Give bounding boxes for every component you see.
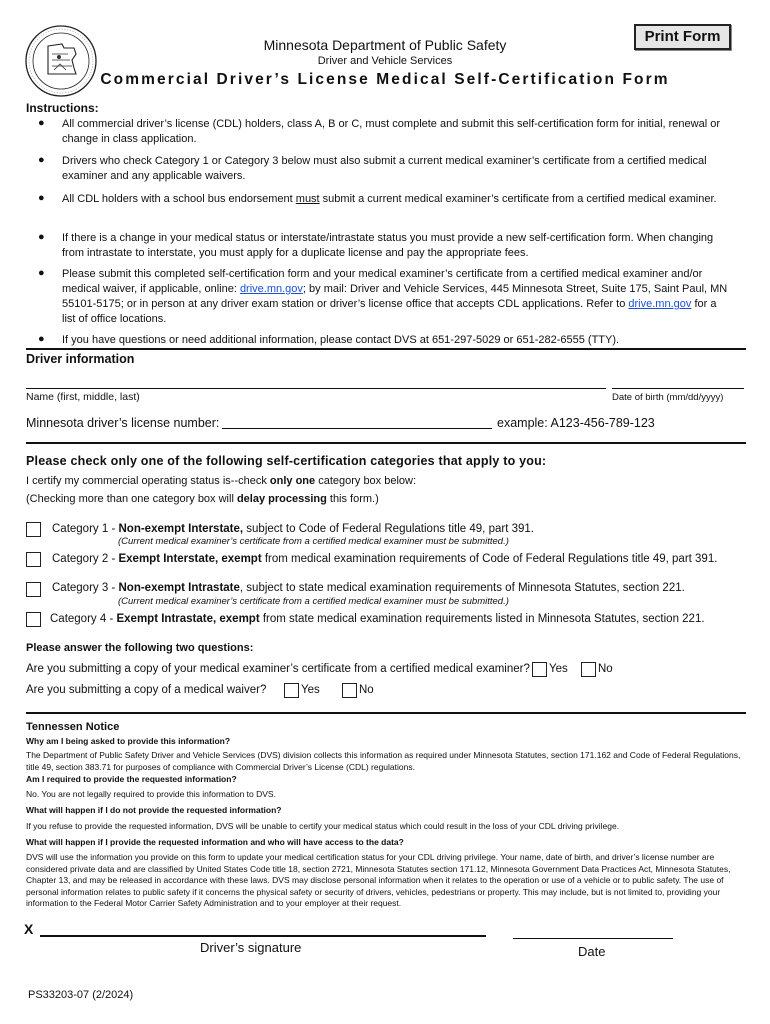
bullet-icon: ● [38, 154, 45, 166]
instruction-item: All CDL holders with a school bus endorsement must submit a current medical examiner’s certificate from a certified medical examiner. [62, 193, 717, 205]
tennessen-question: What will happen if I provide the requested information and who will have access to the data? [26, 837, 404, 847]
no-label: No [359, 684, 374, 696]
questions-heading: Please answer the following two questions: [26, 642, 254, 654]
no-label: No [598, 663, 613, 675]
category-2-label: Category 2 - Exempt Interstate, exempt from medical examination requirements of Code of Federal Regulations title 49, part 391. [52, 553, 718, 565]
tennessen-heading: Tennessen Notice [26, 721, 120, 733]
category-3-note: (Current medical examiner’s certificate from a certified medical examiner must be submitted.) [118, 596, 509, 607]
department-name: Minnesota Department of Public Safety [263, 37, 507, 53]
drive-mn-gov-link[interactable]: drive.mn.gov [628, 298, 692, 310]
tennessen-question: Am I required to provide the requested information? [26, 774, 237, 784]
section-divider [26, 712, 746, 714]
driver-info-heading: Driver information [26, 352, 135, 366]
category-3-checkbox[interactable] [26, 582, 41, 597]
tennessen-answer: No. You are not legally required to provide this information to DVS. [26, 789, 276, 799]
drive-mn-gov-link[interactable]: drive.mn.gov [239, 283, 303, 295]
name-label: Name (first, middle, last) [26, 391, 140, 403]
date-field[interactable] [513, 938, 673, 939]
category-1-checkbox[interactable] [26, 522, 41, 537]
signature-x-mark: X [24, 921, 34, 937]
question-2-yes-checkbox[interactable] [284, 683, 299, 698]
name-field[interactable] [26, 372, 606, 389]
tennessen-answer: If you refuse to provide the requested information, DVS will be unable to certify your medical status which could result in the loss of your CDL driving privilege. [26, 821, 620, 831]
category-4-checkbox[interactable] [26, 612, 41, 627]
section-divider [26, 348, 746, 350]
form-title: Commercial Driver’s License Medical Self-Certification Form [100, 71, 670, 88]
instructions-heading: Instructions: [26, 101, 99, 115]
certify-text: I certify my commercial operating status is--check only one category box below: [26, 475, 417, 487]
category-3-label: Category 3 - Non-exempt Intrastate, subject to state medical examination requirements of Minnesota Statutes, section 221. [52, 582, 685, 594]
instruction-item: Drivers who check Category 1 or Category 3 below must also submit a current medical examiner’s certificate from a certified medical examiner and any applicable waivers. [62, 155, 707, 182]
bullet-icon: ● [38, 333, 45, 345]
tennessen-answer: The Department of Public Safety Driver and Vehicle Services (DVS) division collects this information as required under Minnesota Statutes, section 171.162 and Code of Federal Regulations, title 49, section 383.71 for purposes of compliance with Commercial Driver’s License (CDL) regulations. [26, 750, 741, 772]
signature-field[interactable] [40, 935, 486, 937]
date-label: Date [578, 944, 606, 959]
section-divider [26, 442, 746, 444]
bullet-icon: ● [38, 267, 45, 279]
license-example: example: A123-456-789-123 [497, 416, 655, 430]
warning-text: (Checking more than one category box will delay processing this form.) [26, 493, 379, 505]
signature-label: Driver’s signature [200, 940, 302, 955]
instruction-item: If you have questions or need additional information, please contact DVS at 651-297-5029 or 651-282-6555 (TTY). [62, 334, 620, 346]
bullet-icon: ● [38, 192, 45, 204]
license-label: Minnesota driver’s license number: [26, 416, 220, 430]
bullet-icon: ● [38, 117, 45, 129]
instruction-item: All commercial driver’s license (CDL) holders, class A, B or C, must complete and submit this self-certification form for initial, renewal or change in class application. [62, 118, 720, 145]
date-of-birth-field[interactable] [612, 372, 744, 389]
category-1-label: Category 1 - Non-exempt Interstate, subject to Code of Federal Regulations title 49, part 391. [52, 523, 534, 535]
form-number: PS33203-07 (2/2024) [28, 989, 134, 1001]
question-1-no-checkbox[interactable] [581, 662, 596, 677]
question-2-text: Are you submitting a copy of a medical waiver? [26, 684, 267, 696]
emphasis-must: must [295, 193, 320, 205]
categories-heading: Please check only one of the following self-certification categories that apply to you: [26, 454, 547, 468]
instruction-item-submit: Please submit this completed self-certification form and your medical examiner’s certificate from a certified medical examiner and/or medical waiver, if applicable, online: drive.mn.gov; by mail: Driver and Vehicle Services, 445 Minnesota Street, Suite 175, Saint Paul, MN 55101-5175; or in person at any driver exam station or driver’s license office that accepts CDL applications. Refer to drive.mn.gov for a list of office locations. [62, 268, 728, 325]
category-1-note: (Current medical examiner’s certificate from a certified medical examiner must be submitted.) [118, 536, 509, 547]
category-2-checkbox[interactable] [26, 552, 41, 567]
print-form-button[interactable]: Print Form [634, 24, 731, 50]
category-4-label: Category 4 - Exempt Intrastate, exempt from state medical examination requirements listed in Minnesota Statutes, section 221. [50, 613, 705, 625]
dob-label: Date of birth (mm/dd/yyyy) [612, 392, 724, 403]
question-2-no-checkbox[interactable] [342, 683, 357, 698]
tennessen-answer: DVS will use the information you provide on this form to update your medical certification status for your CDL driving privilege. Your name, date of birth, and driver’s license number are considered private data and are classified by United States Code title 18, section 2721, Minnesota Statutes section 171.12, Minnesota Government Data Practices Act, Minnesota Statutes, Chapter 13, and may be released in accordance with these laws. DVS may disclose personal information when it relates to the operation or use of a vehicle or to public safety. The use of personal information relates to public safety if it concerns the physical safety or security of drivers, vehicles, pedestrians or property. This may include, but is not limited to, providing your information to the Federal Motor Carrier Safety Administration and to your employer at their request. [26, 852, 731, 908]
bullet-icon: ● [38, 231, 45, 243]
tennessen-question: Why am I being asked to provide this information? [26, 736, 231, 746]
question-1-yes-checkbox[interactable] [532, 662, 547, 677]
license-number-field[interactable] [222, 413, 492, 429]
instruction-item: If there is a change in your medical status or interstate/intrastate status you must provide a new self-certification form. When changing from intrastate to interstate, you must apply for a duplicate license and pay the appropriate fees. [62, 232, 714, 259]
yes-label: Yes [301, 684, 320, 696]
division-name: Driver and Vehicle Services [317, 55, 453, 67]
yes-label: Yes [549, 663, 568, 675]
tennessen-question: What will happen if I do not provide the requested information? [26, 805, 282, 815]
question-1-text: Are you submitting a copy of your medical examiner’s certificate from a certified medical examiner? [26, 663, 530, 675]
